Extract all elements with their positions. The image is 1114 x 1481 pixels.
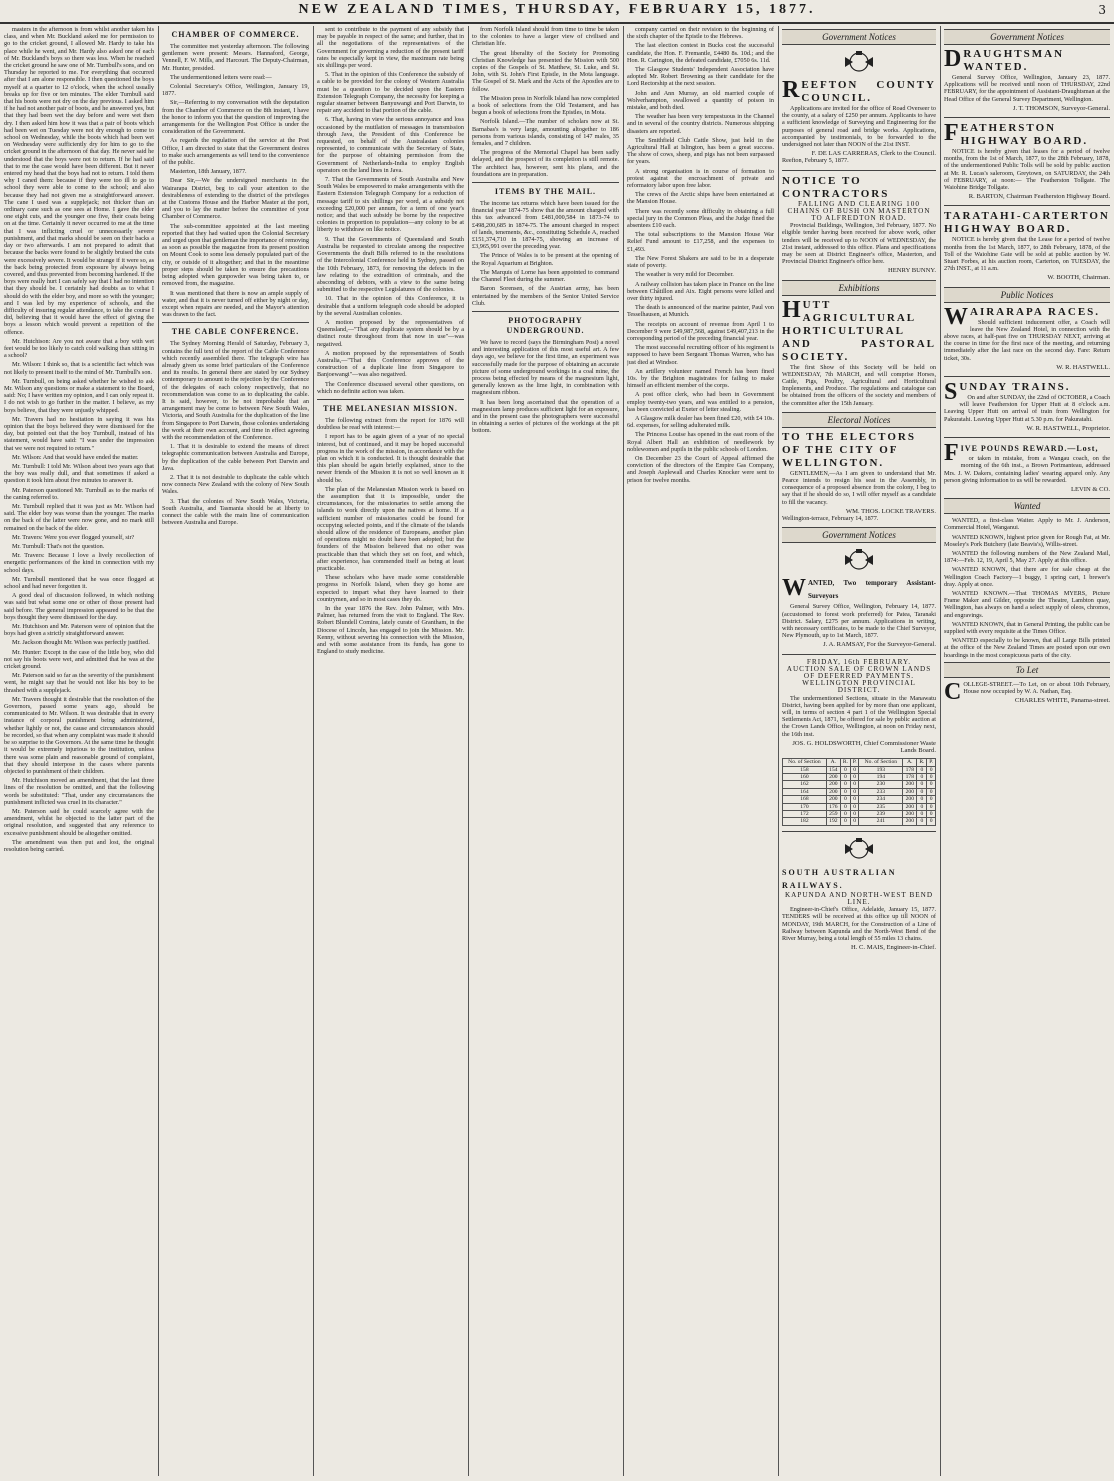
table-cell: 200 (903, 818, 917, 825)
paragraph: A post office clerk, who had been in Government employ twenty-two years, and was entitled to a pension, has been convicted at Exeter of letter stealing. (627, 391, 774, 413)
paragraph: A motion proposed by the representatives of Queensland,—"That any duplicate system should be by a distinct route throughout from that now in use"—was negatived. (317, 318, 464, 348)
table-cell: 0 (840, 811, 850, 818)
reward-body: or taken in mistake, from a Wangau coach, on the morning of the 6th inst., a Brown Portmanteau, addressed Mrs. J. W. Dakers, containing ladies' wearing apparel only. Any person giving information to us will be rewarded. (944, 455, 1110, 484)
table-cell: 235 (859, 803, 903, 810)
hutt-notice (782, 296, 936, 407)
paragraph: An artillery volunteer named French has been fined 10s. by the Brighton magistrates for failing to make himself an efficient member of the corps. (627, 367, 774, 390)
paragraph: sent to contribute to the payment of any subsidy that may be payable in respect of the same; and further, that in all the negotiations of the representatives of the Government for governing a reduction of the present tariff rates be especially kept in view, the maximum rate being six shillings per word. (317, 26, 464, 70)
sa-railways-title: SOUTH AUSTRALIAN RAILWAYS. (782, 867, 897, 890)
table-cell: 160 (783, 773, 827, 780)
column-rule (158, 26, 159, 1476)
col3-body-1 (317, 26, 464, 395)
featherston-title: EATHERSTON HIGHWAY BOARD. (960, 122, 1089, 148)
exhibitions-header: Exhibitions (782, 280, 936, 296)
divider (944, 437, 1110, 438)
table-cell: 0 (840, 781, 850, 788)
paragraph: WANTED especially to be known, that all Large Bills printed at the office of the New Zealand Times are posted upon our own hoardings in the most conspicuous parts of the city. (944, 637, 1110, 659)
col2-body-1 (162, 43, 309, 318)
auction-title: AUCTION SALE OF CROWN LANDS OF DEFERRED PAYMENTS. (786, 664, 932, 680)
table-cell: 0 (917, 781, 927, 788)
table-cell: 200 (826, 796, 840, 803)
reward-notice (944, 442, 1110, 493)
table-cell: 178 (903, 766, 917, 773)
paragraph: masters in the afternoon is from whilst another taken his class, and when Mr. Buckland asked me for permission to go to the cricket ground, I allowed Mr. Hardy to take his place while he went, and Mr. Hardy also asked one of each of Mr. Buckland's boys so there was less. When he reached the cricket ground he saw one of Mr. Turnbull's sons, and on Thursday he reported to me. For everything that occurred after that I am alone responsible. I then questioned the boys myself at a quarter to 12 o'clock, when the school usually breaks up for five or ten minutes. The elder Turnbull said that his boots were not dry on the day previous. I asked him if he had not another pair of boots, and he answered yes, but that they had been wet the day before and were wet then dry. I then asked him how it was that a pair of boots which had been wet on Tuesday were not dry enough to come to school on Wednesday, while the boots which had been wet on Wednesday were sufficiently dry for him to go to the cricket ground in the afternoon of that day. He never said he understood that the boys were not to return. If he had said that to me the case would have been different. But it never entered my head that the boys had not to return. I told them why I caned them: because if they were too ill to go to school they were able to come to the school; and also because they had not given me a straightforward answer. The cane I used was a supplejack; not thicker than an ordinary cane such as one sees at Home. I gave the elder one eight cuts, and the younger one five, their coats being on at the time. Certainly it never occurred to me at the time that I was inflicting cruel or unnecessarily severe punishment, and that marks should be seen on their backs a day or two afterwards. I am not prepared to admit that because the backs were found to be slightly bruised the cuts were excessively severe. It would be strange if it were so, as the back being protected from exposure by always being covered, and thus prevented from becoming hardened. If the boys were really hurt I can safely say that I had no intention that they should be. I certainly had doubts as to what I should do with the elder boy, and more so with the younger; and I was led by my experience of schools, and the difficulty of insuring regular attendance, to take the course I did, believing that it would have the effect of giving the boys a lesson which would prevent a repetition of the offence. (4, 26, 154, 336)
paragraph: The most successful recruiting officer of his regiment is supposed to have been Sergeant Thomas Warren, who has just died at Windsor. (627, 344, 774, 366)
races-notice (944, 303, 1110, 371)
paragraph: These scholars who have made some considerable progress in Norfolk Island, when they go home are expected to impart what they have learned to their countrymen, and so in most cases they do. (317, 574, 464, 603)
paragraph: WANTED the following numbers of the New Zealand Mail, 1874:—Feb. 12, 19, April 5, May 27. Apply at this office. (944, 549, 1110, 565)
featherston-body: NOTICE is hereby given that leases for a period of twelve months, from the 1st of March, 1877, to the 28th February, 1878, of the undermentioned Public Tolls will be sold by public auction at Mr. R. Lucas's saleroom, Greytown, on SATURDAY, the 24th of FEBRUARY, at noon:— The Featherston Tollgate. The Waiohine Bridge Tollgate. (944, 148, 1110, 192)
table-cell: 200 (903, 803, 917, 810)
paragraph: In the year 1876 the Rev. John Palmer, with Mrs. Palmer, has returned from the visit to England. The Rev. Robert Blundell Comins, lately curate of Grantham, in the Diocese of Lincoln, has engaged to join the Mission. Mr. Kenny, without severing his connection with the Mission, and with some assistance from its funds, has gone to England to study medicine. (317, 605, 464, 656)
dropcap: F (944, 440, 959, 467)
col1-body (4, 26, 154, 853)
paragraph: The Princess Louise has opened in the east room of the Royal Albert Hall an exhibition of needlework by noblewomen and pupils in the public schools of London. (627, 431, 774, 453)
paragraph: 2. That it is not desirable to duplicate the cable which now connects New Zealand with the colony of New South Wales. (162, 473, 309, 496)
table-cell: 0 (840, 788, 850, 795)
dropcap: W (944, 303, 968, 330)
table-row (783, 811, 936, 818)
taratahi-notice (944, 210, 1110, 281)
paragraph: The total subscriptions to the Mansion House War Relief Fund amount to £17,258, and the expenses to £1,493. (627, 231, 774, 253)
paragraph: The Sydney Morning Herald of Saturday, February 3, contains the full text of the report of the Cable Conference which recently assembled there. The telegraph wire has already given us some brief particulars of the Conference and its results. In general there are stated by our Sydney contemporary to amount to the rejection by the Conference of the delegates of each colony respectively, that no recommendation was come to as to duplicating the cable. It is said, however, to be not improbable that an arrangement may be come to between New South Wales, Victoria, and South Australia for the duplication of the line from Singapore to Port Darwin, those colonies undertaking the work at their own account, and time in effect agreeing with the recommendation of the Conference. (162, 340, 309, 441)
paragraph: Mr. Travers thought it desirable that the resolution of the Governors, passed some years ago, should be communicated to Mr. Wilson. It was desirable that in every instance of corporal punishment being administered, whether lightly or not, the cause and circumstances should be recorded, so that when any complaint was made it should be so surprise to the Governors. At the same time he thought it would be extremely injurious to the institution, unless there was some plain and reasonable ground of complaint, that they should interpose in the cases where parents objected to punishment of their children. (4, 695, 154, 775)
sunday-trains-title: UNDAY TRAINS. (959, 381, 1071, 394)
electors-body: GENTLEMEN,—As I am given to understand that Mr. Pearce intends to resign his seat in the Assembly, in consequence of a proposed absence from the colony, I beg to say that if he should do so, I will offer myself as a candidate to fill the vacancy. (782, 469, 936, 506)
table-cell: 0 (927, 773, 936, 780)
table-cell: 0 (917, 773, 927, 780)
paragraph: The New Forest Shakers are said to be in a desperate state of poverty. (627, 254, 774, 270)
draughtsman-signature: J. T. THOMSON, Surveyor-General. (1012, 104, 1110, 112)
paragraph: Mr. Turnbull: I told Mr. Wilson about two years ago that the boy was really dull, and that sometimes if asked a question it took him about five minutes to answer it. (4, 462, 154, 485)
divider (472, 311, 619, 312)
electors-signature: WM. THOS. LOCKE TRAVERS. (845, 507, 936, 515)
table-cell: 200 (903, 788, 917, 795)
paragraph: 7. That the Governments of South Australia and New South Wales be empowered to make arrangements with the Eastern Extension Telegraph Company for a reduction of message tariff to six shillings per word, at a subsidy not exceeding £20,000 per annum, for a term of one year's notice; and that such subsidy be borne by the respective colonies in proportion to population—any colony to be at liberty to withdraw on like notice. (317, 176, 464, 234)
col4-body-1 (472, 26, 619, 178)
auction-subtitle: WELLINGTON PROVINCIAL DISTRICT. (802, 679, 916, 695)
table-header-cell: R. (917, 759, 927, 766)
melanesian-mission-heading: THE MELANESIAN MISSION. (323, 403, 458, 413)
table-cell: 230 (859, 781, 903, 788)
table-cell: 158 (783, 766, 827, 773)
government-notices-header: Government Notices (782, 29, 936, 45)
taratahi-signature: W. BOOTH, Chairman. (1047, 274, 1110, 282)
table-body (783, 766, 936, 825)
table-cell: 0 (927, 788, 936, 795)
paragraph: The undermentioned letters were read:— (170, 73, 272, 81)
table-row (783, 818, 936, 825)
paragraph: WANTED KNOWN, that there are for sale cheap at the Wellington Coach Factory—1 buggy, 1 spring cart, 1 brewer's dray. Apply at once. (944, 566, 1110, 588)
paragraph: John and Ann Murray, an old married couple of Wolverhampton, swallowed a quantity of poison in mistake, and both died. (627, 89, 774, 112)
sa-railways-notice (782, 836, 936, 952)
paragraph: company carried on their revision to the beginning of the sixth chapter of the Epistle to the Hebrews. (627, 26, 774, 41)
sunday-trains-body: On and after SUNDAY, the 22nd of OCTOBER, a Coach will leave Featherston for Upper Hutt at 8 o'clock a.m. Leaving Upper Hutt on arrival of train from Wellington for Pakuratahi. Leaving Upper Hutt at 5.30 p.m. for Pakuratahi. (944, 394, 1110, 423)
paragraph: Mr. Wilson: I think so, that is a scientific fact which was not likely to present itself to the mind of Mr. Turnbull's son. (4, 361, 154, 376)
paragraph: 3. That the colonies of New South Wales, Victoria, South Australia, and Tasmania should be at liberty to connect the cable with the main line of communication between Australia and Europe. (162, 497, 309, 527)
reward-signature: LEVIN & CO. (1070, 485, 1110, 493)
dropcap: F (944, 120, 959, 147)
government-notices-header: Government Notices (944, 29, 1110, 45)
paragraph: WANTED KNOWN.—That THOMAS MYERS, Picture Frame Maker and Gilder, opposite the Theatre, Lambton quay, Wellington, has always on hand a select supply of oleos, chromos, and engravings. (944, 589, 1110, 619)
table-cell: 192 (826, 818, 840, 825)
column-rule (313, 26, 314, 1476)
paragraph: WANTED KNOWN, that in General Printing, the public can be supplied with every requisite at the Times Office. (944, 620, 1110, 635)
paragraph: Mr. Paterson said he could scarcely agree with the amendment, whilst he objected to the latter part of the original resolution, and suggested that any reference to excessive punishment should be altogether omitted. (4, 807, 154, 837)
divider (782, 831, 936, 832)
royal-crest-icon (841, 836, 877, 862)
paragraph: Colonial Secretary's Office, Wellington, January 19, 1877. (162, 83, 309, 98)
paragraph: The committee met yesterday afternoon. The following gentlemen were present: Messrs. Hannaford, George, Vennell, F. W. Mills, and Harcourt. The Deputy-Chairman, Mr. Hunter, presided. (162, 43, 309, 72)
wanted-surveyors-body: General Survey Office, Wellington, February 14, 1877. (accustomed to forest work preferred) for Patea, Taranaki District. Salary, £275 per annum. Applications in writing, with necessary certificates, to be made to the Chief Surveyor, New Plymouth, up to 1st March, 1877. (782, 603, 936, 640)
table-cell: 0 (850, 766, 859, 773)
table-cell: 0 (917, 811, 927, 818)
table-cell: 0 (850, 818, 859, 825)
paragraph: Norfolk Island.—The number of scholars now at St. Barnabas's is very large, amounting altogether to 186 persons from various islands, consisting of 147 males, 35 females, and 7 children. (472, 118, 619, 148)
paragraph: Mr. Turnbull, on being asked whether he wished to ask Mr. Wilson any questions or make a statement to the Board, said: No; I have written my opinion, and I can only repeat it. I do not wish to go further in the matter. I believe, as my boys believe, that they were unjustly whipped. (4, 377, 154, 414)
dropcap: C (944, 678, 962, 705)
paragraph: On December 23 the Court of Appeal affirmed the conviction of the directors of the Empire Gas Company, and Joseph Asplewall and Charles Knocker were sent to prison for twelve months. (627, 454, 774, 484)
table-cell: 200 (903, 811, 917, 818)
divider (944, 205, 1110, 206)
paragraph: We have to record (says the Birmingham Post) a novel and interesting application of this most useful art. A few days ago, we believe for the first time, an experiment was successfully made for the purpose of obtaining an accurate picture of some underground workings in a coal mine, the process being effected by means of the magnesium light, generally known as the lime light, in combination with magnesium ribbon. (472, 338, 619, 397)
electors-notice (782, 431, 936, 522)
table-cell: 0 (927, 781, 936, 788)
paragraph: The Marquis of Lorne has been appointed to command the Channel Fleet during the summer. (472, 268, 619, 284)
sunday-trains-signature: W. R. HASTWELL, Proprietor. (1026, 424, 1110, 432)
paragraph: The crews of the Arctic ships have been entertained at the Mansion House. (627, 191, 774, 206)
table-cell: 0 (927, 803, 936, 810)
featherston-signature: R. BARTON, Chairman Featherston Highway Board. (968, 193, 1110, 201)
paragraph: It was mentioned that there is now an ample supply of water, and that it is never turned off either by night or day, except when repairs are needed, and the Mayor's attention was drawn to the fact. (162, 289, 309, 319)
paragraph: Mr. Travers had no hesitation in saying it was his opinion that the boys believed they were dismissed for the day, but pointed out that the boy Turnbull, instead of his statement, would have said: "I was under the impression that we were not required to return." (4, 415, 154, 452)
table-cell: 0 (850, 773, 859, 780)
paragraph: A good deal of discussion followed, in which nothing was said but what some one or other of those present had said before. The general impression appeared to be that the boys thought they were dismissed for the day. (4, 592, 154, 621)
paragraph: Mr. Travers: Were you ever flogged yourself, sir? (12, 533, 135, 541)
masthead (0, 0, 1114, 24)
contractors-title: NOTICE TO CONTRACTORS (782, 174, 890, 200)
divider (472, 182, 619, 183)
table-cell: 0 (917, 796, 927, 803)
table-header-cell: No. of Section (859, 759, 903, 766)
col3-body-2 (317, 417, 464, 656)
items-by-mail-heading: ITEMS BY THE MAIL. (494, 187, 597, 197)
paragraph: Mr. Hunter: Except in the case of the little boy, who did not say his boots were wet, and admitted that he was at the cricket ground. (4, 648, 154, 671)
table-cell: 0 (927, 766, 936, 773)
column-4 (472, 26, 619, 1476)
government-notices-header-2: Government Notices (782, 527, 936, 543)
column-rule (468, 26, 469, 1476)
table-row (783, 766, 936, 773)
paragraph: The weather is very mild for December. (635, 271, 734, 279)
table-header-cell: A. (826, 759, 840, 766)
paragraph: The Prince of Wales is to be present at the opening of the Royal Aquarium at Brighton. (472, 252, 619, 267)
masthead-title: NEW ZEALAND TIMES, THURSDAY, FEBRUARY 15, 1877. (298, 2, 816, 17)
land-sections-table (782, 758, 936, 826)
divider (317, 399, 464, 400)
table-header-cell: P. (927, 759, 936, 766)
paragraph: Baron Sorensen, of the Austrian army, has been entertained by the members of the Senior United Service Club. (472, 285, 619, 307)
to-let-notice (944, 678, 1110, 705)
table-row (783, 773, 936, 780)
dropcap: W (782, 575, 806, 602)
paragraph: A Glasgow milk dealer has been fined £20, with £4 10s. 6d. expenses, for selling adulterated milk. (627, 414, 774, 430)
auction-date: FRIDAY, 16th FEBRUARY. (806, 657, 912, 666)
to-let-signature: CHARLES WHITE, Panama-street. (1014, 697, 1110, 705)
dropcap: D (944, 46, 962, 72)
draughtsman-notice (944, 48, 1110, 112)
table-header-cell: P. (850, 759, 859, 766)
auction-signature: JOS. G. HOLDSWORTH, Chief Commissioner Waste Lands Board. (792, 739, 936, 754)
wanted-surveyors-notice (782, 547, 936, 648)
paragraph: Mr. Turnbull: That's not the question. (12, 543, 105, 551)
paragraph: The weather has been very tempestuous in the Channel and in several of the country districts. Numerous shipping disasters are reported. (627, 113, 774, 135)
paragraph: The plan of the Melanesian Mission work is based on the assumption that it is impossible, under the circumstances, for the missionaries to settle among the islands to work directly upon the natives at home. If a sufficient number of missionaries could be found for occupying selected points, and if the climate of the islands should allow of the residence of Europeans, another plan of operations might no doubt have been adopted; but the founders of the Mission believed that no other was practicable than that which they set on foot, and which, after experience, has commended itself as being at least practicable. (317, 485, 464, 573)
reefton-body: Applications are invited for the office of Road Overseer to the county, at a salary of £250 per annum. Applicants to have a sufficient knowledge of Surveying and Engineering for the purposes of general road and bridge works. Applications, accompanied by testimonials, to be forwarded to the undersigned not later than NOON of the 21st INST. (782, 105, 936, 149)
paragraph: I report has to be again given of a year of no special interest, but of continued, and it may be hoped successful progress in the work of the mission, in accordance with the plan on which it is conducted. It is thought desirable that this plan should be again briefly explained, since to the newer friends of the Mission it is not so well known as it should be. (317, 433, 464, 484)
reefton-notice (782, 49, 936, 165)
races-title: AIRARAPA RACES. (970, 305, 1101, 318)
table-cell: 0 (840, 773, 850, 780)
paragraph: The Conference discussed several other questions, on which no definite action was taken. (317, 380, 464, 395)
paragraph: The death is announced of the marine painter, Paul von Tesselhausen, at Munich. (627, 304, 774, 319)
table-cell: 0 (917, 766, 927, 773)
paragraph: The progress of the Memorial Chapel has been sadly delayed, and the prospect of its completion is still remote. The architect has, however, sent his plans, and the foundations are in preparation. (472, 149, 619, 178)
table-cell: 0 (840, 818, 850, 825)
table-cell: 0 (850, 788, 859, 795)
sa-railways-subtitle: KAPUNDA AND NORTH-WEST BEND LINE. (784, 890, 934, 907)
paragraph: The receipts on account of revenue from April 1 to December 9 were £49,987,568, against £49,407,213 in the corresponding period of the preceding financial year. (627, 320, 774, 342)
wanted-header: Wanted (944, 498, 1110, 514)
paragraph: The income tax returns which have been issued for the financial year 1874-75 show that the amount charged with this tax advanced from £481,000,584 in 1873-74 to £498,200,685 in 1874-75. The amount charged in respect of lands, tenements, &c., constituting Schedule A, reached £151,374,710 in 1874-75, showing an increase of £3,965,991 over the preceding year. (472, 200, 619, 251)
table-cell: 0 (850, 803, 859, 810)
dropcap: H (782, 296, 801, 323)
contractors-body: Provincial Buildings, Wellington, 3rd February, 1877. No eligible tender having been received for above work, other tenders will be received up to NOON of WEDNESDAY, the 21st instant, addressed to this office. Plans and specifications may be seen at District Engineer's office, Masterton, and Provincial District Engineer's office here. (782, 222, 936, 266)
table-cell: 259 (826, 811, 840, 818)
paragraph: WANTED, a first-class Waiter. Apply to Mr. J. Anderson, Commercial Hotel, Wanganui. (944, 517, 1110, 532)
paragraph: A railway collision has taken place in France on the line between Châtillon and Aix. Eight persons were killed and over thirty injured. (627, 280, 774, 302)
column-rule (623, 26, 624, 1476)
draughtsman-title: RAUGHTSMAN WANTED. (963, 48, 1065, 73)
paragraph: The Mission press in Norfolk Island has now completed a book of selections from the Old Testament, and has begun a book of selections from the Epistles, in Mota. (472, 94, 619, 117)
table-row (783, 796, 936, 803)
column-6-ads (782, 26, 936, 1476)
contractors-signature: HENRY BUNNY. (888, 267, 936, 275)
wanted-surveyors-title: ANTED, Two temporary Assistant-Surveyors (808, 579, 936, 601)
table-header-row (783, 759, 936, 766)
paragraph: The Smithfield Club Cattle Show, just held in the Agricultural Hall at Islington, has been a great success. The show of cows, sheep, and pigs has not been surpassed for years. (627, 136, 774, 166)
contractors-subtitle: FALLING AND CLEARING 100 CHAINS OF BUSH ON MASTERTON TO ALFREDTON ROAD. (787, 199, 931, 223)
paragraph: WANTED KNOWN, highest price given for Rough Fat, at Mr. Moseley's Pork Butchery (late Beavis's), Willis-street. (944, 533, 1110, 548)
paragraph: Mr. Wilson: And that would have ended the matter. (12, 453, 139, 461)
featherston-notice (944, 122, 1110, 200)
electors-date: Wellington-terrace, February 14, 1877. (782, 515, 879, 523)
table-header-cell: A. (903, 759, 917, 766)
table-cell: 0 (917, 803, 927, 810)
contractors-notice (782, 175, 936, 275)
table-cell: 0 (840, 766, 850, 773)
reefton-title: EEFTON COUNTY COUNCIL. (801, 79, 936, 104)
to-let-header: To Let (944, 662, 1110, 678)
paragraph: The Glasgow Students' Independent Association have adopted Mr. Robert Browning as their candidate for the Lord Rectorship at the next session. (627, 66, 774, 88)
auction-notice (782, 659, 936, 826)
table-cell: 176 (826, 803, 840, 810)
paragraph: Mr. Hutchison moved an amendment, that the last three lines of the resolution be omitted, and that the following words be substituted: "That, under any circumstances the punishment inflicted was cruel in its character." (4, 777, 154, 806)
column-5 (627, 26, 774, 1476)
races-body: Should sufficient inducement offer, a Coach will leave the New Zealand Hotel, in connection with the above races, at half-past five on THURSDAY NEXT, arriving at the course in time for the first race of the meeting, and returning immediately after the last race on the second day. Fare: Return ticket, 30s. (944, 318, 1110, 362)
paragraph: Dear Sir,—We the undersigned merchants in the Wairarapa District, beg to call your attention to the desirableness of extending to the district of the privileges at the Customs House and the Harbor Master at the port, and you to lay the matter before the committee of your Chamber of Commerce. (162, 177, 309, 221)
reefton-signature: F. DE LAS CARRERAS, Clerk to the Council. (811, 150, 936, 158)
table-cell: 193 (859, 766, 903, 773)
table-cell: 172 (783, 811, 827, 818)
paragraph: 6. That, having in view the serious annoyance and loss occasioned by the mutilation of messages in transmission through Java, the President of this Conference be requested, on behalf of the Australasian colonies represented, to communicate with the Secretary of State, for the purpose of obtaining permission from the Government of Netherlands-India to employ English operators on the land lines in Java. (317, 116, 464, 174)
races-signature: W. R. HASTWELL. (1056, 363, 1110, 371)
col4-body-3 (472, 339, 619, 435)
table-cell: 0 (850, 781, 859, 788)
dropcap: R (782, 77, 800, 103)
public-notices-header: Public Notices (944, 287, 1110, 303)
table-cell: 0 (927, 811, 936, 818)
paragraph: The last election contest in Bucks cost the successful candidate, the Hon. F. Fremantle, £4480 8s. 10d.; and the Hon. R. Carington, the defeated candidate, £7050 6s. 11d. (627, 42, 774, 64)
dropcap: S (944, 379, 958, 406)
to-let-title: OLLEGE-STREET.—To Let, on or about 10th February, House now occupied by W. A. Nathan, Esq. (963, 680, 1110, 695)
column-7-ads (944, 26, 1110, 1476)
paragraph: Mr. Hutchison: Are you not aware that a boy with wet feet would be too likely to catch cold walking than sitting in a school? (4, 337, 154, 360)
paragraph: Sir,—Referring to my conversation with the deputation from the Chamber of Commerce on the 8th instant, I have the honor to inform you that the question of improving the arrangements for the Wellington Post Office is under the consideration of the Government. (162, 99, 309, 136)
divider (162, 322, 309, 323)
table-cell: 164 (783, 788, 827, 795)
divider (944, 376, 1110, 377)
electoral-notices-header: Electoral Notices (782, 412, 936, 428)
table-cell: 200 (903, 781, 917, 788)
table-cell: 234 (859, 796, 903, 803)
table-cell: 0 (917, 788, 927, 795)
col2-body-2 (162, 340, 309, 526)
table-cell: 154 (826, 766, 840, 773)
paragraph: A strong organisation is in course of formation to protest against the encroachment of private and reformatory labor upon free labor. (627, 167, 774, 190)
divider (944, 117, 1110, 118)
photography-heading: PHOTOGRAPHY UNDERGROUND. (506, 315, 585, 335)
hutt-title: UTT AGRICULTURAL HORTICULTURAL AND PASTORAL SOCIETY. (782, 298, 936, 363)
table-header-cell: R. (840, 759, 850, 766)
table-cell: 200 (826, 788, 840, 795)
column-rule (940, 26, 941, 1476)
table-cell: 194 (859, 773, 903, 780)
taratahi-title: TARATAHI-CARTERTON HIGHWAY BOARD. (944, 210, 1110, 236)
table-row (783, 803, 936, 810)
table-cell: 200 (826, 781, 840, 788)
paragraph: The amendment was then put and lost, the original resolution being carried. (4, 838, 154, 853)
paragraph: Masterton, 18th January, 1877. (170, 168, 247, 176)
paragraph: Mr. Paterson said so far as the severity of the punishment went, he might say that he would not like his boy to be thrashed with a supplejack. (4, 672, 154, 694)
paragraph: 5. That in the opinion of this Conference the subsidy of a cable to be provided for the colony of Western Australia must be a question to be decided upon the Eastern Extension Telegraph Company, the necessity for keeping a regular steamer between Banyuwangi and Port Darwin, to repair any accident to that portion of the cable. (317, 71, 464, 115)
table-cell: 162 (783, 781, 827, 788)
sunday-trains-notice (944, 381, 1110, 432)
table-cell: 182 (783, 818, 827, 825)
table-cell: 233 (859, 788, 903, 795)
table-cell: 0 (927, 818, 936, 825)
divider (782, 654, 936, 655)
hutt-body: The first Show of this Society will be held on WEDNESDAY, 7th MARCH, and will comprise Horses, Cattle, Pigs, Poultry, Agricultural and Horticultural Implements, and Produce. The regulations and catalogue can be obtained from the officers of the society and members of the committee after the 15th January. (782, 363, 936, 407)
col5-body (627, 26, 774, 484)
table-cell: 0 (917, 818, 927, 825)
table-cell: 170 (783, 803, 827, 810)
paragraph: The following extract from the report for 1876 will doubtless be read with interest:— (317, 416, 464, 432)
paragraph: Mr. Paterson questioned Mr. Turnbull as to the marks of the caning referred to. (4, 486, 154, 501)
sa-railways-signature: H. C. MAIS, Engineer-in-Chief. (850, 944, 936, 952)
wanted-surveyors-signature: J. A. RAMSAY, For the Surveyor-General. (823, 641, 936, 649)
page-number: 3 (1098, 3, 1106, 17)
table-header-cell: No. of Section (783, 759, 827, 766)
draughtsman-body: General Survey Office, Wellington, January 23, 1877. Applications will be received until noon of THURSDAY, 22nd FEBRUARY, for the appointment of Assistant-Draughtsman at the Head Office of the General Survey Department, Wellington. (944, 74, 1110, 103)
column-2 (162, 26, 309, 1476)
table-cell: 0 (840, 796, 850, 803)
paragraph: Mr. Jackson thought Mr. Wilson was perfectly justified. (12, 639, 150, 647)
column-1 (4, 26, 154, 1476)
table-cell: 0 (840, 803, 850, 810)
royal-crest-icon (841, 49, 877, 75)
paragraph: Mr. Turnbull replied that it was just as Mr. Wilson had said. The elder boy was worse than the younger. The marks on the back of the latter were now gone, and no mark still remained on the back of the elder. (4, 503, 154, 532)
paragraph: 10. That in the opinion of this Conference, it is desirable that a uniform telegraph code should be adopted by the several Australian colonies. (317, 295, 464, 317)
royal-crest-icon (841, 547, 877, 573)
paragraph: Mr. Turnbull mentioned that he was once flogged at school and had never forgotten it. (4, 575, 154, 591)
electors-title: TO THE ELECTORS OF THE CITY OF WELLINGTON. (782, 430, 916, 469)
auction-body: The undermentioned Sections, situate in the Manawatu District, having been applied for by more than one applicant, will, in terms of section 4 part 1 of the Wellington Special Settlements Act, 1871, be offered for sale by public auction at the Crown Lands Office, Wellington, at noon on Friday next, the 16th inst. (782, 694, 936, 738)
table-cell: 168 (783, 796, 827, 803)
table-cell: 200 (903, 796, 917, 803)
paragraph: As regards the regulation of the service at the Post Office, I am directed to state that the Government desires to make such arrangements as will tend to the convenience of the public. (162, 137, 309, 167)
col4-body-2 (472, 200, 619, 307)
table-cell: 0 (850, 811, 859, 818)
table-cell: 239 (859, 811, 903, 818)
paragraph: The great liberality of the Society for Promoting Christian Knowledge has presented the Mission with 500 copies of the Gospels of St. Matthew, St. Luke, and St. John, with St. John's First Epistle, in the Mota language. The Gospel of St. Mark and the Acts of the Apostles are to follow. (472, 49, 619, 93)
paragraph: A motion proposed by the representatives of South Australia,—"That this Conference approves of the construction of a duplicate line from Singapore to Banjoewangi"—was also negatived. (317, 349, 464, 379)
divider (782, 170, 936, 171)
taratahi-body: NOTICE is hereby given that the Lease for a period of twelve months from the 1st March, 1877, to 28th February, 1878, of the Toll of the Waiohine Gate will be sold at public auction by W. Stuart Forbes, at his auction room, Carterton, on TUESDAY, the 27th INST., at 11 a.m. (944, 236, 1110, 273)
paragraph: Mr. Travers: Because I love a lively recollection of energetic performances of the kind in connection with my school days. (4, 552, 154, 574)
sa-railways-body: Engineer-in-Chief's Office, Adelaide, January 15, 1877. TENDERS will be received at this office up till NOON of MONDAY, 19th MARCH, for the Construction of a Line of Railway between Kapunda and the North-West Bend of the River Murray, being a total length of 55 miles 13 chains. (782, 906, 936, 943)
table-cell: 0 (927, 796, 936, 803)
paragraph: The sub-committee appointed at the last meeting reported that they had waited upon the Colonial Secretary and urged upon that gentleman the importance of removing as soon as possible the magazine from its present position on Mount Cook to some less densely populated part of the city, or outside of it altogether; and that in the meantime proper steps should be taken to ensure due precautions being adopted when gunpowder was being taken to, or removed from, the magazine. (162, 222, 309, 288)
reefton-date: Reefton, February 5, 1877. (782, 157, 849, 165)
paragraph: 1. That it is desirable to extend the means of direct telegraphic communication between Australia and Europe, by the duplication of the cable between Port Darwin and Java. (162, 443, 309, 472)
paragraph: Mr. Hutchison and Mr. Paterson were of opinion that the boys had given a strictly straightforward answer. (4, 623, 154, 638)
chamber-of-commerce-heading: CHAMBER OF COMMERCE. (171, 30, 300, 39)
paragraph: There was recently some difficulty in obtaining a full special jury in the Common Pleas, and the Judge fined the absentees £10 each. (627, 207, 774, 230)
paragraph: It has been long ascertained that the operation of a magnesium lamp produces sufficient light for an exposure, and in the present case the photographers were successful in obtaining a series of pictures of the workings at the pit bottom. (472, 398, 619, 435)
table-row (783, 788, 936, 795)
column-3 (317, 26, 464, 1476)
table-row (783, 781, 936, 788)
table-cell: 200 (826, 773, 840, 780)
table-cell: 178 (903, 773, 917, 780)
table-cell: 241 (859, 818, 903, 825)
column-rule (778, 26, 779, 1476)
paragraph: from Norfolk Island should from time to time be taken to the colonies to have a larger view of civilised and Christian life. (472, 26, 619, 48)
wanted-list (944, 517, 1110, 659)
table-cell: 0 (850, 796, 859, 803)
paragraph: 9. That the Governments of Queensland and South Australia be requested to circulate among the respective Governments the draft Bills referred to in the resolutions of the Intercolonial Conference held in Sydney, passed on the 10th February, 1873, for removing the defects in the law relating to the extradition of criminals, and the absconding of debtors, with a view to the same being submitted to the respective Legislatures of the colonies. (317, 235, 464, 294)
cable-conference-heading: THE CABLE CONFERENCE. (171, 327, 300, 337)
reward-title: IVE POUNDS REWARD.—Lost, (960, 444, 1099, 454)
